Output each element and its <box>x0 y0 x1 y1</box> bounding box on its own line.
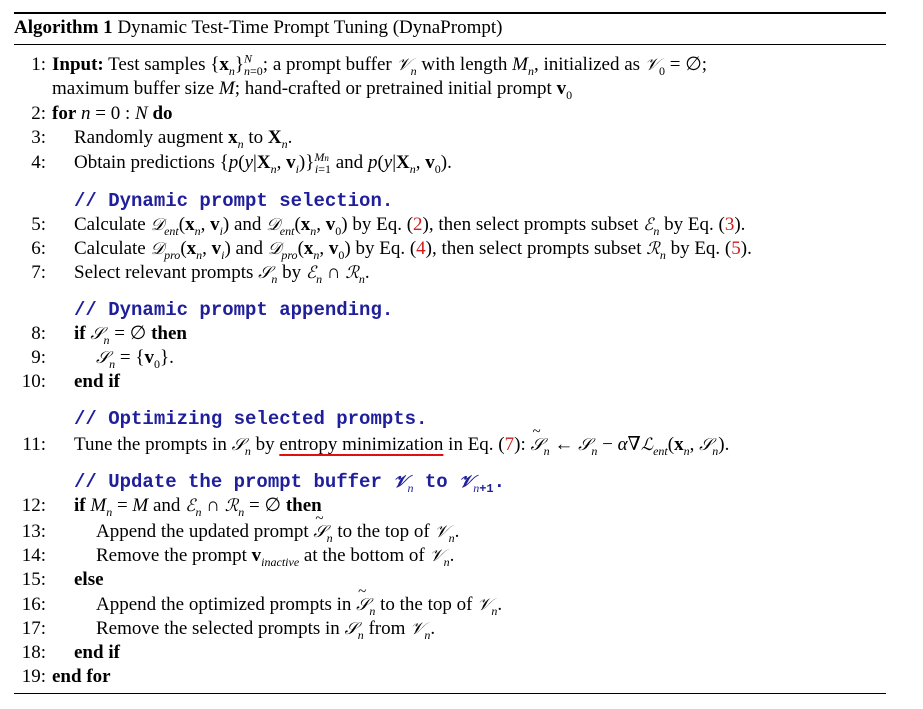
line-text: if 𝒮$_n$ = ∅ then <box>74 323 187 347</box>
comment-text: // Dynamic prompt appending. <box>74 299 394 321</box>
line-number: 4: <box>31 152 46 173</box>
input-keyword: Input: <box>52 54 104 75</box>
top-rule <box>14 12 886 14</box>
line-text: Remove the selected prompts in 𝒮$_n$ from 𝒱$_n$. <box>96 618 436 642</box>
header-rule <box>14 44 886 45</box>
comment-text: // Optimizing selected prompts. <box>74 408 428 430</box>
line-number: 1: <box>31 54 46 75</box>
line-number: 7: <box>31 262 46 283</box>
line-number: 12: <box>21 495 46 516</box>
line-number: 5: <box>31 214 46 235</box>
eq-ref-2[interactable]: 2 <box>413 214 423 235</box>
eq-ref-4[interactable]: 4 <box>416 238 426 259</box>
line-text-cont: maximum buffer size M; hand-crafted or pretrained initial prompt $v_0$ <box>52 78 573 102</box>
entropy-minimization-highlight: entropy minimization <box>279 434 444 455</box>
line-number: 8: <box>31 323 46 344</box>
line-number: 19: <box>21 666 46 687</box>
line-text: Append the optimized prompts in ~ 𝒮$_n$ to the top of 𝒱$_n$. <box>96 592 502 618</box>
line-number: 18: <box>21 642 46 663</box>
line-number: 17: <box>21 618 46 639</box>
line-text: Input: Test samples $\{x_n\}^N_{n=0}$; a prompt buffer 𝒱$_n$ with length $M_n$, initialized as 𝒱$_0$ = ∅; <box>52 51 708 78</box>
algorithm-title: Dynamic Test-Time Prompt Tuning (DynaPrompt) <box>117 17 503 38</box>
line-text: Obtain predictions {$p(y|X_n$, $v_i)\}^{Mn}_{i=1}$ and $p(y|X_n$, $v_0$). <box>74 149 452 176</box>
comment-text: // Dynamic prompt selection. <box>74 190 394 212</box>
comment-text: // Update the prompt buffer 𝒱$_n$ to 𝒱$_{n+1}$. <box>74 471 506 496</box>
algorithm-label: Algorithm 1 <box>14 17 113 38</box>
algorithm-header <box>14 17 502 39</box>
line-number: 13: <box>21 521 46 542</box>
line-number: 6: <box>31 238 46 259</box>
line-number: 16: <box>21 594 46 615</box>
line-number: 3: <box>31 127 46 148</box>
line-number: 10: <box>21 371 46 392</box>
eq-ref-5[interactable]: 5 <box>731 238 741 259</box>
line-text: Tune the prompts in 𝒮$_n$ by entropy minimization in Eq. (7): ~ 𝒮$_n$ ← 𝒮$_n$ − $\alpha\nabla ℒ_{ent}(x_n$, 𝒮$_n$). <box>74 432 729 458</box>
line-text: Select relevant prompts 𝒮$_n$ by ℰ$_n$ ∩ ℛ$_n$. <box>74 262 370 286</box>
line-number: 14: <box>21 545 46 566</box>
bottom-rule <box>14 693 886 694</box>
line-text: for n = 0 : N do <box>52 103 173 124</box>
eq-ref-3[interactable]: 3 <box>724 214 735 235</box>
line-text: Calculate $𝒟_{ent}(x_n$, $v_i$) and $𝒟_{ent}(x_n$, $v_0$) by Eq. (2), then select prompts subset ℰ$_n$ by Eq. (3). <box>74 214 746 238</box>
line-text: if $M_n = M$ and ℰ$_n$ ∩ ℛ$_n$ = ∅ then <box>74 495 322 519</box>
line-number: 2: <box>31 103 46 124</box>
line-text: Remove the prompt $v_{inactive}$ at the bottom of 𝒱$_n$. <box>96 545 455 569</box>
line-text: Randomly augment $x_n$ to $X_n$. <box>74 127 293 151</box>
line-number: 15: <box>21 569 46 590</box>
line-number: 11: <box>22 434 46 455</box>
line-text: 𝒮$_n$ = $\{v_0\}$. <box>96 347 174 371</box>
line-number: 9: <box>31 347 46 368</box>
line-text: Calculate $𝒟_{pro}(x_n$, $v_i$) and $𝒟_{pro}(x_n$, $v_0$) by Eq. (4), then select prompts subset ℛ$_n$ by Eq. (5). <box>74 238 752 262</box>
line-text: else <box>74 569 104 590</box>
eq-ref-7[interactable]: 7 <box>504 434 515 455</box>
line-text: end if <box>74 642 120 663</box>
line-text: Append the updated prompt ~ 𝒮$_n$ to the top of 𝒱$_n$. <box>96 519 459 545</box>
line-text: end if <box>74 371 120 392</box>
line-text: end for <box>52 666 111 687</box>
